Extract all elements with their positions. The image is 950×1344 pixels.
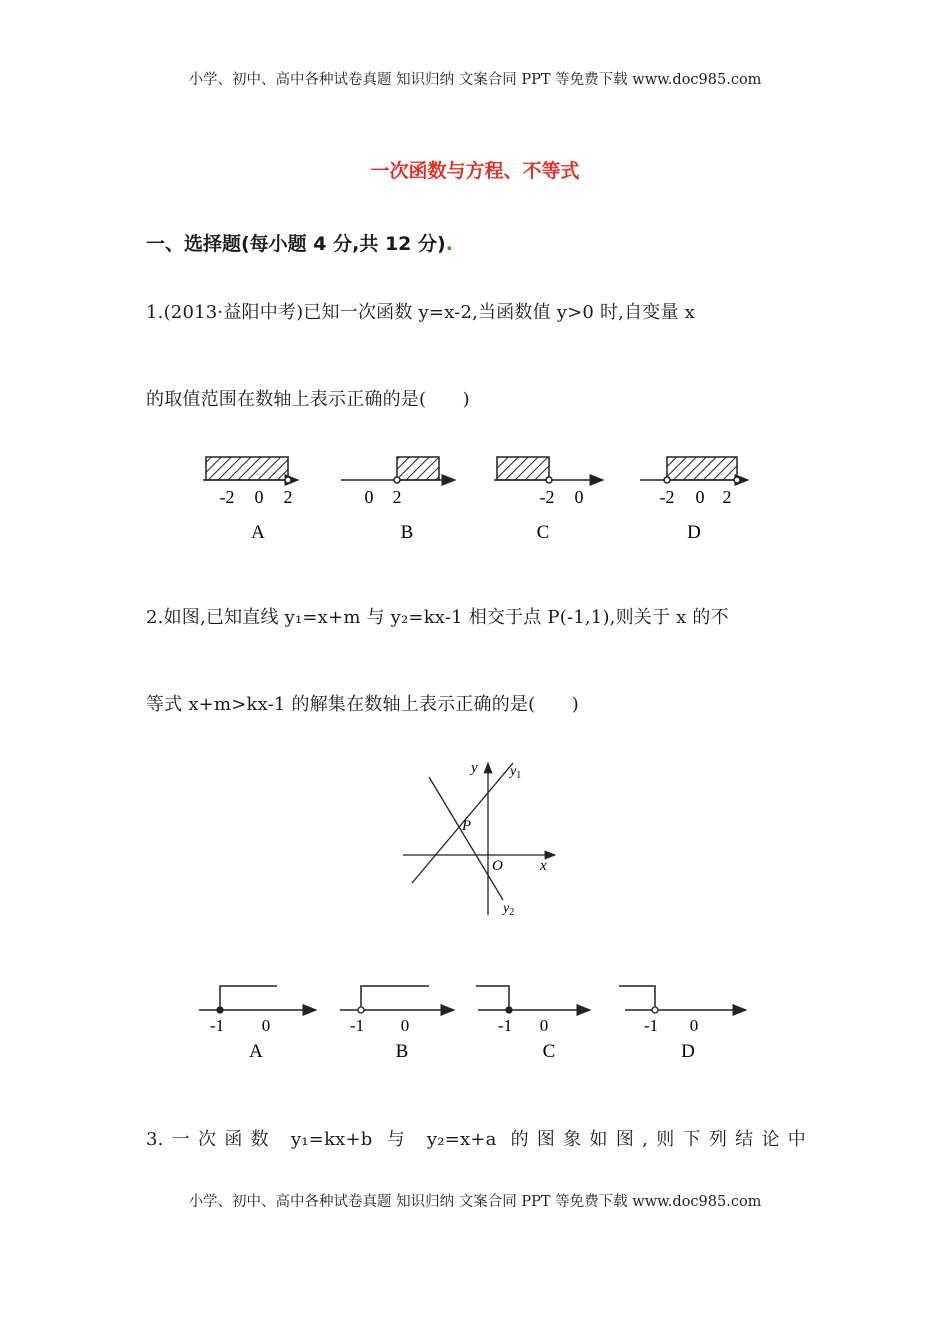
tick-label: 0 [364,487,374,507]
closed-dot [217,1007,223,1013]
origin-label: O [492,858,503,874]
option-letter: D [681,1041,695,1062]
option-letter: A [249,1041,263,1062]
tick-label: 0 [574,487,584,507]
open-circle [652,1007,658,1013]
y1-label: $y_1$ [510,764,522,781]
solution-bracket [476,986,509,1010]
option-letter: D [687,522,701,543]
option-letter: B [400,522,414,543]
tick-label: -1 [209,1016,225,1035]
q1-line-1: 1.(2013·益阳中考)已知一次函数 y=x-2,当函数值 y>0 时,自变量 x [146,302,695,323]
open-circle [546,477,552,483]
page-header: 小学、初中、高中各种试卷真题 知识归纳 文案合同 PPT 等免费下载 www.doc985.com [188,72,762,88]
q1-number-lines [0,440,950,550]
line-y2 [429,777,503,900]
option-letter: B [395,1041,409,1062]
tick-label: -2 [659,487,675,507]
tick-label: 2 [392,487,402,507]
tick-label: 0 [254,487,264,507]
open-circle [734,477,740,483]
open-circle [394,477,400,483]
y2-label: $y_2$ [503,901,515,918]
shaded-region [397,457,439,480]
q2-option-a [199,986,316,1062]
section-heading-dot: . [445,233,453,255]
page-title: 一次函数与方程、不等式 [370,160,580,182]
q1-option-c [494,457,603,543]
open-circle [358,1007,364,1013]
section-heading-text: 一、选择题(每小题 4 分,共 12 分) [146,233,446,255]
tick-label: -2 [539,487,555,507]
q1-option-d [640,457,748,543]
q1-line-2: 的取值范围在数轴上表示正确的是( ) [146,389,470,410]
tick-label: -1 [643,1016,659,1035]
closed-dot [506,1007,512,1013]
tick-label: 2 [722,487,732,507]
solution-bracket [220,986,277,1010]
tick-label: 0 [261,1016,271,1035]
option-letter: A [251,522,265,543]
section-heading [146,229,453,256]
q2-number-lines [0,975,950,1065]
page-footer: 小学、初中、高中各种试卷真题 知识归纳 文案合同 PPT 等免费下载 www.doc985.com [188,1194,762,1210]
solution-bracket [619,986,655,1010]
solution-bracket [361,986,429,1010]
shaded-region [206,457,288,480]
q3-line-1: 3.一次函数 y₁=kx+b 与 y₂=x+a 的图象如图,则下列结论中 [146,1129,806,1150]
open-circle [664,477,670,483]
q2-graph [395,755,565,925]
option-letter: C [536,522,550,543]
q1-option-b [341,457,455,543]
q2-option-b [340,986,454,1062]
tick-label: -1 [497,1016,513,1035]
tick-label: -1 [349,1016,365,1035]
q2-line-1: 2.如图,已知直线 y₁=x+m 与 y₂=kx-1 相交于点 P(-1,1),则关于 x 的不 [146,607,729,628]
tick-label: 0 [539,1016,549,1035]
point-p-label: P [462,818,472,834]
tick-label: 0 [400,1016,410,1035]
q2-option-c [476,986,590,1062]
y-axis-label: y [471,760,478,776]
q1-option-a [203,457,298,543]
x-axis-label: x [540,858,547,874]
tick-label: 0 [689,1016,699,1035]
option-letter: C [542,1041,556,1062]
tick-label: 2 [283,487,293,507]
shaded-region [667,457,737,480]
q2-line-2: 等式 x+m>kx-1 的解集在数轴上表示正确的是( ) [146,694,579,715]
open-circle [285,477,291,483]
tick-label: 0 [695,487,705,507]
shaded-region [497,457,549,480]
q2-option-d [619,986,746,1062]
tick-label: -2 [219,487,235,507]
